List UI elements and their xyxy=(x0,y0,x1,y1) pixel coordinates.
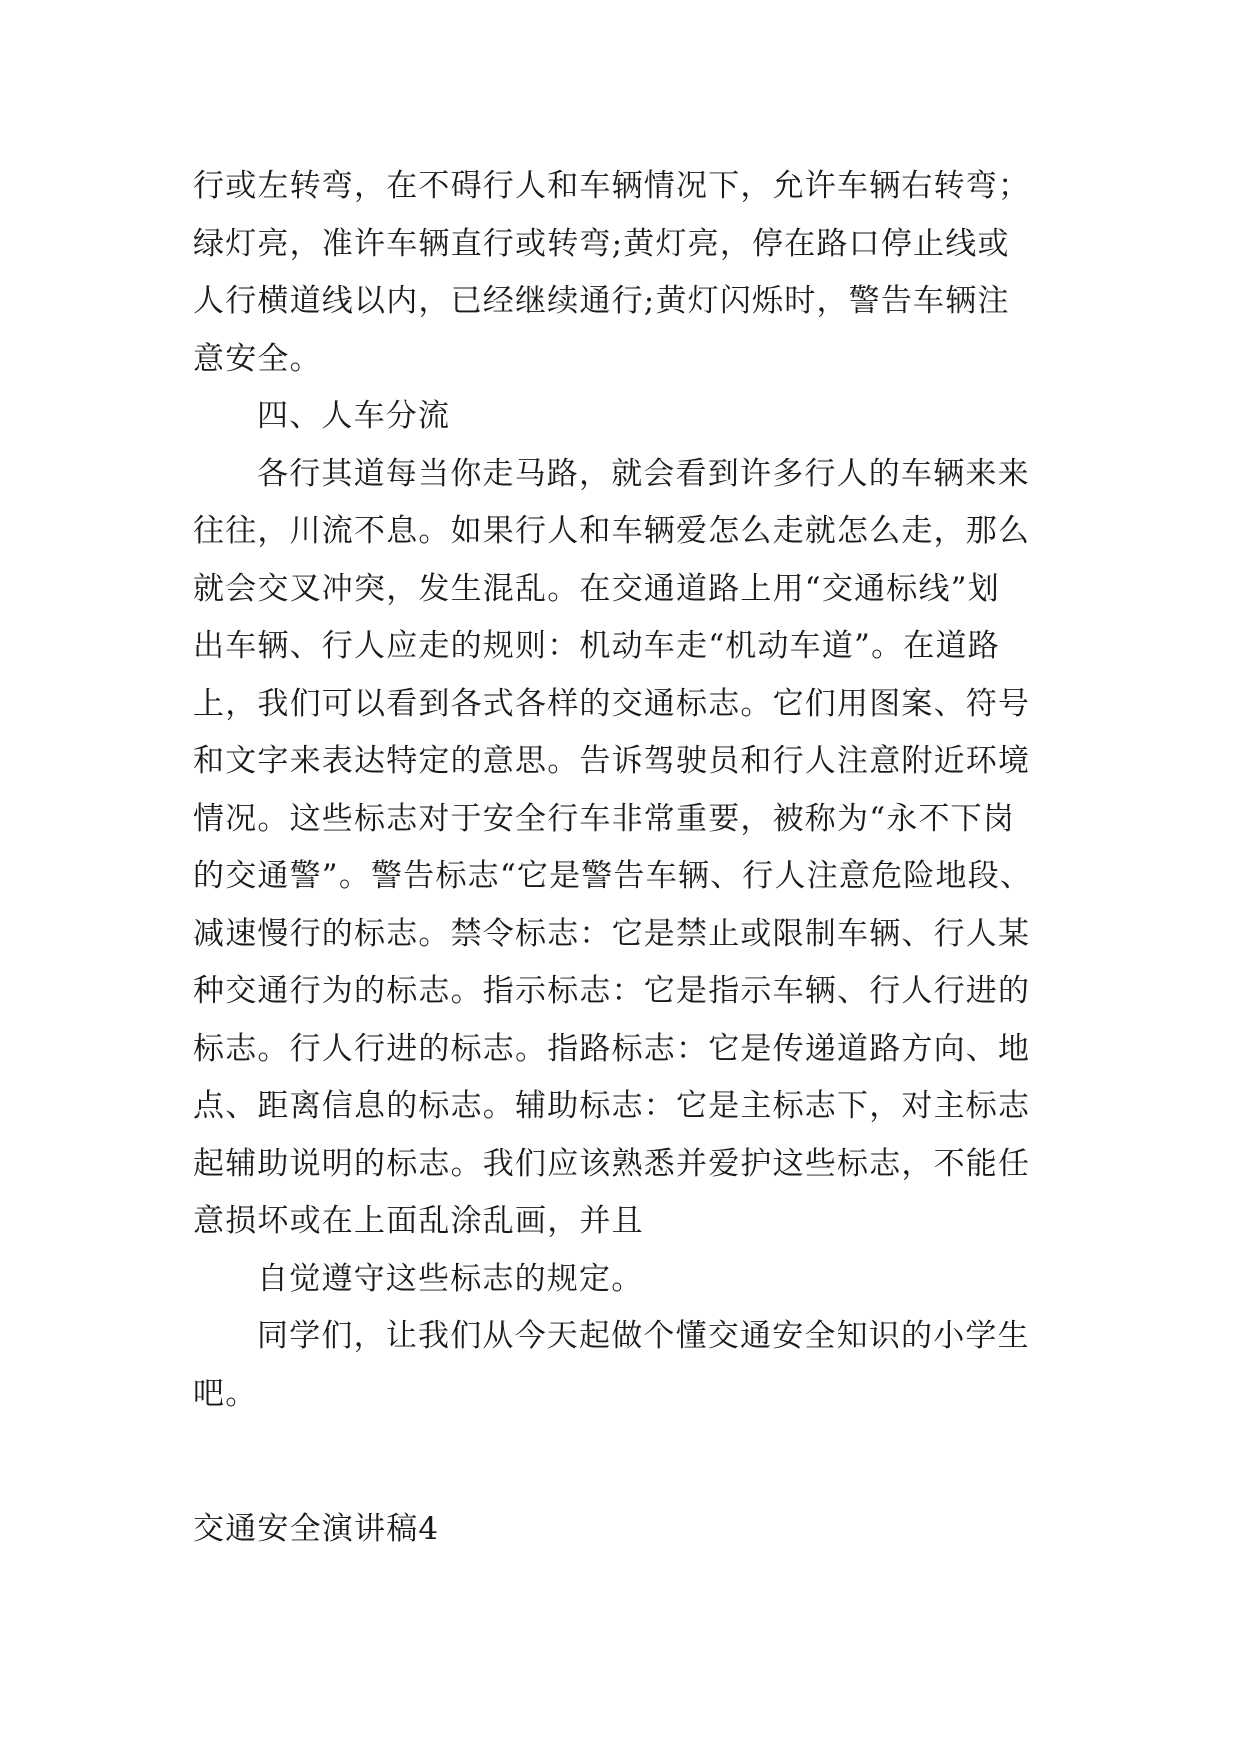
document-body xyxy=(193,158,1055,1423)
paragraph-traffic-lights xyxy=(193,158,1055,388)
text-line: 吧。 xyxy=(193,1375,258,1412)
text-line: 就会交叉冲突，发生混乱。在交通道路上用“交通标线”划 xyxy=(193,570,1000,607)
text-line: 出车辆、行人应走的规则：机动车走“机动车道”。在道路 xyxy=(193,628,1000,664)
next-speech-title: 交通安全演讲稿4 xyxy=(193,1511,440,1547)
text-line: 各行其道每当你走马路，就会看到许多行人的车辆来来 xyxy=(257,455,1030,492)
text-line: 种交通行为的标志。指示标志：它是指示车辆、行人行进的 xyxy=(193,973,1031,1009)
text-line: 减速慢行的标志。禁令标志：它是禁止或限制车辆、行人某 xyxy=(193,915,1031,952)
text-line: 四、人车分流 xyxy=(257,398,451,434)
text-line: 人行横道线以内，已经继续通行;黄灯闪烁时，警告车辆注 xyxy=(193,283,1010,319)
text-line: 自觉遵守这些标志的规定。 xyxy=(257,1260,644,1297)
text-line: 行或左转弯，在不碍行人和车辆情况下，允许车辆右转弯； xyxy=(193,168,1031,204)
text-line: 的交通警”。警告标志“它是警告车辆、行人注意危险地段、 xyxy=(193,858,1033,894)
text-line: 往往，川流不息。如果行人和车辆爱怎么走就怎么走，那么 xyxy=(193,513,1031,549)
text-line: 同学们，让我们从今天起做个懂交通安全知识的小学生 xyxy=(257,1318,1030,1354)
text-line: 意安全。 xyxy=(193,340,322,377)
text-line: 情况。这些标志对于安全行车非常重要，被称为“永不下岗 xyxy=(193,800,1016,837)
text-line: 点、距离信息的标志。辅助标志：它是主标志下，对主标志 xyxy=(193,1088,1031,1124)
section-heading-separation xyxy=(193,388,1055,446)
paragraph-obey-signs xyxy=(193,1251,1055,1309)
text-line: 绿灯亮，准许车辆直行或转弯;黄灯亮，停在路口停止线或 xyxy=(193,225,1010,262)
text-line: 上，我们可以看到各式各样的交通标志。它们用图案、符号 xyxy=(193,685,1031,722)
paragraph-traffic-signs xyxy=(193,446,1055,1251)
paragraph-closing xyxy=(193,1308,1055,1423)
text-line: 起辅助说明的标志。我们应该熟悉并爱护这些标志，不能任 xyxy=(193,1145,1031,1182)
text-line: 意损坏或在上面乱涂乱画，并且 xyxy=(193,1203,644,1239)
text-line: 和文字来表达特定的意思。告诉驾驶员和行人注意附近环境 xyxy=(193,743,1031,779)
text-line: 标志。行人行进的标志。指路标志：它是传递道路方向、地 xyxy=(193,1030,1031,1067)
